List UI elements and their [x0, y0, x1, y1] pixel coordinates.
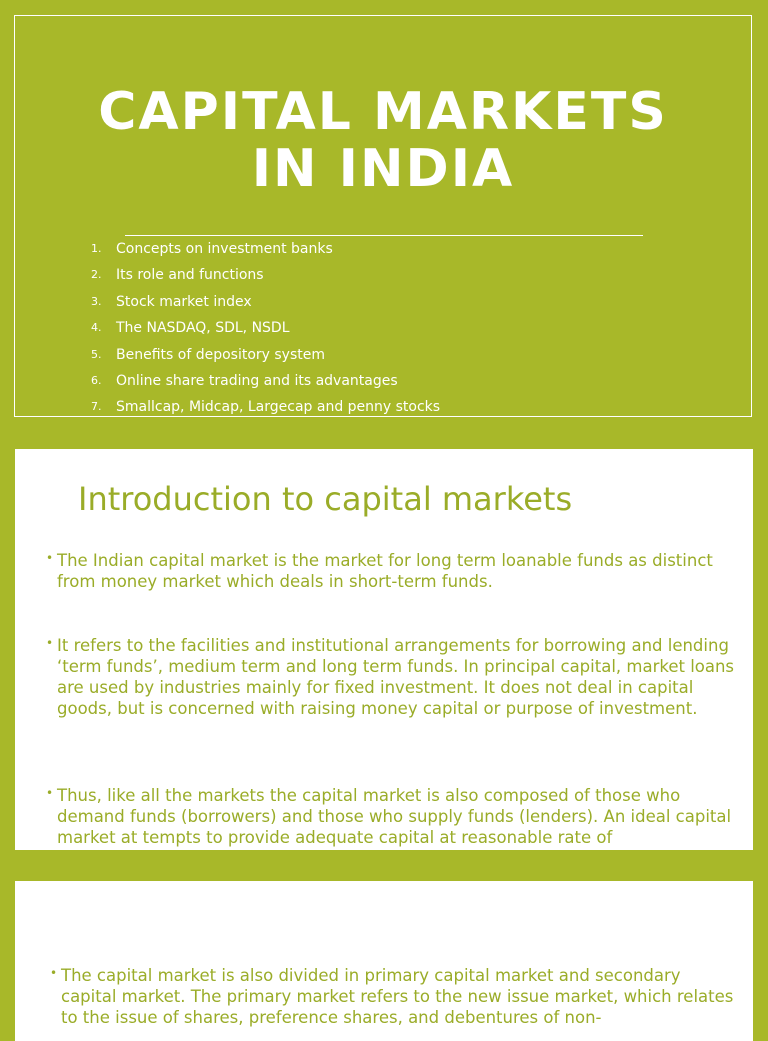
intro-slide [15, 449, 753, 850]
agenda-text: Online share trading and its advantages [116, 372, 398, 389]
agenda-item [91, 317, 440, 343]
agenda-text: Its role and functions [116, 267, 264, 284]
bullet-icon: • [50, 966, 58, 980]
title-slide [14, 15, 752, 417]
agenda-text: Concepts on investment banks [116, 241, 333, 257]
slide-title [15, 84, 751, 198]
bullet-icon: • [46, 786, 54, 800]
agenda-list [91, 238, 440, 423]
bullet-paragraph [46, 785, 737, 848]
agenda-text: Benefits of depository system [116, 346, 325, 363]
agenda-text: Stock market index [116, 293, 252, 310]
agenda-item [91, 344, 440, 370]
market-division-slide [15, 881, 753, 1041]
title-divider [125, 235, 643, 236]
agenda-number: 5. [91, 347, 102, 361]
agenda-item [91, 370, 440, 396]
agenda-number: 2. [91, 268, 102, 282]
agenda-item [91, 291, 440, 317]
agenda-number: 1. [91, 242, 102, 255]
agenda-number: 6. [91, 373, 102, 387]
bullet-paragraph [46, 550, 737, 592]
bullet-paragraph [50, 965, 741, 1028]
title-line-1: CAPITAL MARKETS [98, 82, 668, 142]
agenda-item [91, 396, 440, 422]
agenda-item [91, 264, 440, 290]
agenda-number: 4. [91, 321, 102, 335]
agenda-number: 3. [91, 294, 102, 308]
agenda-text: The NASDAQ, SDL, NSDL [116, 320, 290, 337]
bullet-text: Thus, like all the markets the capital market is also composed of those who demand funds (borrowers) and those who supply funds (lenders). An ideal capital market at tempts to provide adequate capital at reasonable rate of [57, 786, 732, 847]
slide-heading: Introduction to capital markets [78, 480, 573, 518]
agenda-number: 7. [91, 400, 102, 414]
bullet-icon: • [46, 636, 54, 650]
agenda-text: Smallcap, Midcap, Largecap and penny stocks [116, 399, 441, 416]
bullet-text: It refers to the facilities and institutional arrangements for borrowing and lending ‘term funds’, medium term and long term funds. In principal capital, market loans are used by industries mainly for fixed investment. It does not deal in capital goods, but is concerned with raising money capital or purpose of investment. [57, 636, 735, 718]
bullet-text: The capital market is also divided in primary capital market and secondary capital market. The primary market refers to the new issue market, which relates to the issue of shares, preference shares, and debentures of non- [61, 966, 734, 1027]
agenda-item [91, 238, 440, 264]
title-line-2: IN INDIA [251, 139, 515, 199]
bullet-text: The Indian capital market is the market for long term loanable funds as distinct from money market which deals in short-term funds. [57, 551, 713, 591]
bullet-icon: • [46, 551, 54, 565]
bullet-paragraph [46, 635, 737, 719]
